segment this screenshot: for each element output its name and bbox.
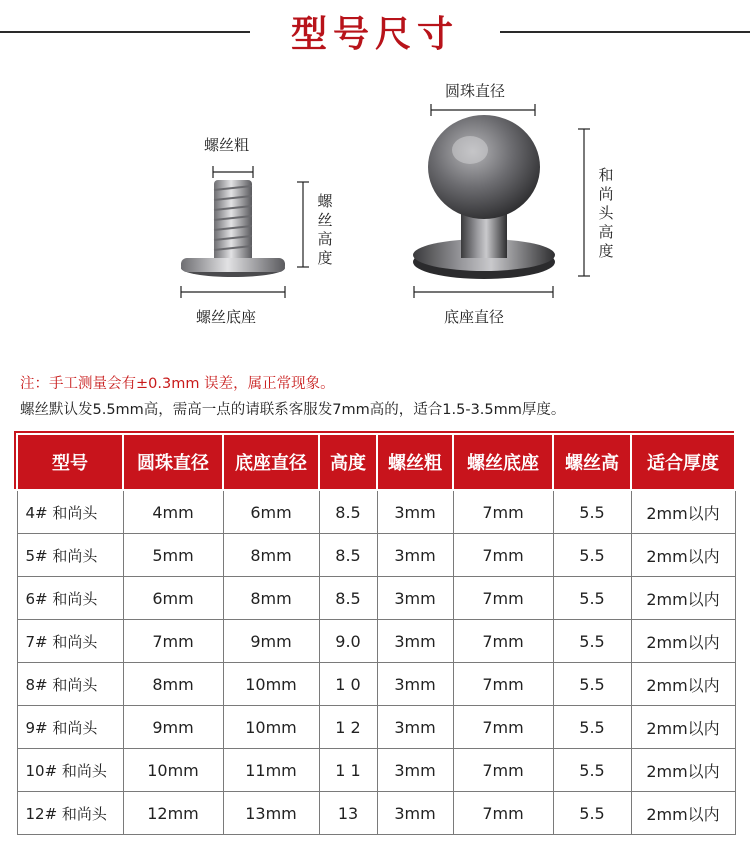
table-cell: 2mm以内 bbox=[631, 534, 735, 577]
measurement-note: 注：手工测量会有±0.3mm 误差，属正常现象。 bbox=[20, 376, 335, 392]
table-cell: 7mm bbox=[453, 749, 553, 792]
table-cell: 3mm bbox=[377, 620, 453, 663]
table-row bbox=[17, 792, 735, 835]
table-row bbox=[17, 620, 735, 663]
model-cell: 5# 和尚头 bbox=[17, 534, 123, 577]
screw-illustration bbox=[181, 180, 285, 277]
table-row bbox=[17, 706, 735, 749]
table-cell: 1 1 bbox=[319, 749, 377, 792]
column-header: 适合厚度 bbox=[631, 434, 735, 490]
table-cell: 3mm bbox=[377, 534, 453, 577]
ball-diameter-label: 圆珠直径 bbox=[445, 82, 506, 100]
model-cell: 12# 和尚头 bbox=[17, 792, 123, 835]
product-diagram bbox=[0, 62, 750, 362]
table-header-row bbox=[17, 434, 735, 490]
screw-base-bracket bbox=[181, 286, 285, 298]
table-cell: 6mm bbox=[223, 490, 319, 534]
base-diameter-label: 底座直径 bbox=[444, 308, 505, 326]
table-cell: 7mm bbox=[453, 792, 553, 835]
table-row bbox=[17, 577, 735, 620]
model-cell: 8# 和尚头 bbox=[17, 663, 123, 706]
column-header: 型号 bbox=[17, 434, 123, 490]
model-cell: 10# 和尚头 bbox=[17, 749, 123, 792]
table-cell: 7mm bbox=[453, 620, 553, 663]
head-rivet-illustration bbox=[413, 115, 555, 279]
table-cell: 3mm bbox=[377, 749, 453, 792]
spec-table bbox=[16, 433, 736, 835]
table-cell: 12mm bbox=[123, 792, 223, 835]
title-divider-left bbox=[0, 31, 250, 33]
table-cell: 8.5 bbox=[319, 534, 377, 577]
table-cell: 2mm以内 bbox=[631, 620, 735, 663]
table-cell: 5.5 bbox=[553, 663, 631, 706]
model-cell: 9# 和尚头 bbox=[17, 706, 123, 749]
table-row bbox=[17, 663, 735, 706]
table-cell: 8.5 bbox=[319, 490, 377, 534]
table-cell: 10mm bbox=[123, 749, 223, 792]
table-cell: 7mm bbox=[453, 663, 553, 706]
table-cell: 2mm以内 bbox=[631, 490, 735, 534]
table-cell: 2mm以内 bbox=[631, 792, 735, 835]
screw-height-note: 螺丝默认发5.5mm高，需高一点的请联系客服发7mm高的，适合1.5-3.5mm厚度。 bbox=[20, 402, 566, 418]
table-cell: 13mm bbox=[223, 792, 319, 835]
table-row bbox=[17, 490, 735, 534]
model-cell: 4# 和尚头 bbox=[17, 490, 123, 534]
title-divider-right bbox=[500, 31, 750, 33]
column-header: 螺丝底座 bbox=[453, 434, 553, 490]
head-height-bracket bbox=[578, 129, 590, 276]
table-row bbox=[17, 749, 735, 792]
table-cell: 8mm bbox=[223, 577, 319, 620]
model-cell: 6# 和尚头 bbox=[17, 577, 123, 620]
table-cell: 2mm以内 bbox=[631, 577, 735, 620]
table-cell: 5.5 bbox=[553, 620, 631, 663]
table-cell: 4mm bbox=[123, 490, 223, 534]
table-cell: 8mm bbox=[123, 663, 223, 706]
table-cell: 1 2 bbox=[319, 706, 377, 749]
table-cell: 7mm bbox=[453, 577, 553, 620]
table-cell: 7mm bbox=[123, 620, 223, 663]
table-cell: 7mm bbox=[453, 706, 553, 749]
table-cell: 7mm bbox=[453, 490, 553, 534]
table-cell: 2mm以内 bbox=[631, 663, 735, 706]
table-cell: 5.5 bbox=[553, 792, 631, 835]
head-height-label: 和尚头高度 bbox=[598, 166, 614, 260]
table-cell: 5.5 bbox=[553, 706, 631, 749]
table-cell: 9mm bbox=[123, 706, 223, 749]
title-banner bbox=[0, 0, 750, 62]
screw-thickness-label: 螺丝粗 bbox=[204, 136, 250, 154]
table-cell: 8mm bbox=[223, 534, 319, 577]
table-cell: 9.0 bbox=[319, 620, 377, 663]
table-cell: 6mm bbox=[123, 577, 223, 620]
base-diameter-bracket bbox=[414, 286, 553, 298]
table-cell: 11mm bbox=[223, 749, 319, 792]
table-row bbox=[17, 534, 735, 577]
table-cell: 2mm以内 bbox=[631, 749, 735, 792]
model-cell: 7# 和尚头 bbox=[17, 620, 123, 663]
table-cell: 7mm bbox=[453, 534, 553, 577]
table-cell: 3mm bbox=[377, 706, 453, 749]
column-header: 螺丝高 bbox=[553, 434, 631, 490]
screw-base-label: 螺丝底座 bbox=[196, 308, 257, 326]
table-cell: 3mm bbox=[377, 792, 453, 835]
table-cell: 8.5 bbox=[319, 577, 377, 620]
screw-thickness-bracket bbox=[213, 166, 253, 178]
table-cell: 10mm bbox=[223, 706, 319, 749]
column-header: 圆珠直径 bbox=[123, 434, 223, 490]
table-cell: 1 0 bbox=[319, 663, 377, 706]
screw-height-bracket bbox=[297, 182, 309, 267]
dimension-drawing bbox=[0, 62, 750, 362]
table-cell: 3mm bbox=[377, 663, 453, 706]
column-header: 螺丝粗 bbox=[377, 434, 453, 490]
table-cell: 5mm bbox=[123, 534, 223, 577]
table-cell: 9mm bbox=[223, 620, 319, 663]
ball-diameter-bracket bbox=[431, 104, 535, 116]
table-cell: 3mm bbox=[377, 490, 453, 534]
table-cell: 2mm以内 bbox=[631, 706, 735, 749]
table-cell: 5.5 bbox=[553, 534, 631, 577]
table-cell: 5.5 bbox=[553, 577, 631, 620]
table-cell: 13 bbox=[319, 792, 377, 835]
table-cell: 5.5 bbox=[553, 490, 631, 534]
screw-height-label: 螺丝高度 bbox=[317, 192, 333, 267]
column-header: 高度 bbox=[319, 434, 377, 490]
table-cell: 5.5 bbox=[553, 749, 631, 792]
table-cell: 3mm bbox=[377, 577, 453, 620]
page-title: 型号尺寸 bbox=[290, 14, 459, 55]
table-cell: 10mm bbox=[223, 663, 319, 706]
column-header: 底座直径 bbox=[223, 434, 319, 490]
